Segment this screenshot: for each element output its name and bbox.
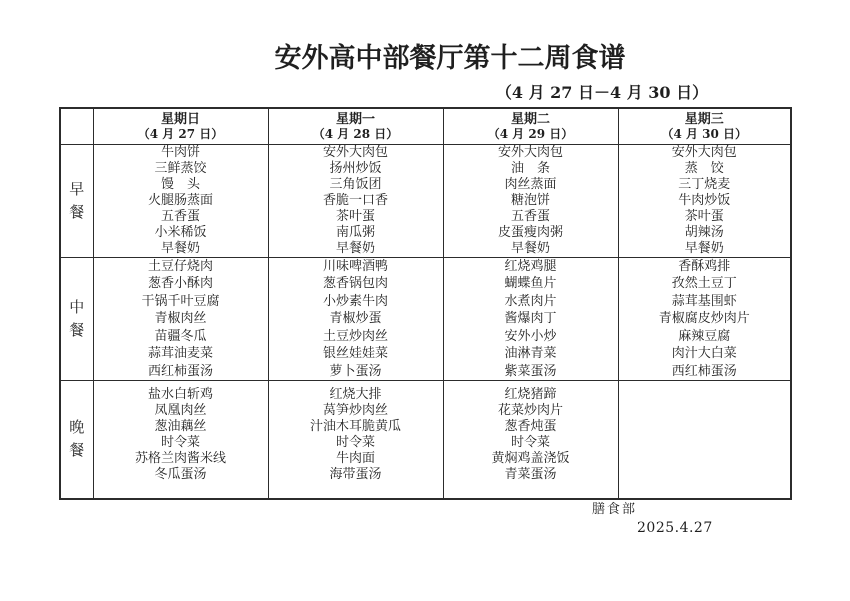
menu-item: 油淋青菜 [504,346,557,361]
menu-item: 黄焖鸡盖浇饭 [491,451,570,466]
menu-item: 汁油木耳脆黄瓜 [309,419,401,434]
menu-item: 花菜炒肉片 [497,403,563,418]
menu-item: 银丝娃娃菜 [322,346,388,361]
day-name: 星期日 [160,112,200,128]
menu-item: 安外大肉包 [671,144,737,160]
weekly-menu-table [59,107,792,500]
menu-item: 凤凰肉丝 [154,403,207,418]
menu-item: 小炒素牛肉 [322,293,388,309]
menu-item: 扬州炒饭 [329,160,382,176]
menu-item: 酱爆肉丁 [504,311,557,326]
menu-cell-dinner-sunday [93,381,268,499]
menu-item: 南瓜粥 [335,224,375,240]
menu-item: 青椒肉丝 [154,311,207,326]
menu-item: 茶叶蛋 [335,208,375,224]
menu-item: 安外大肉包 [322,144,388,160]
menu-item: 时令菜 [510,435,550,450]
meal-label-char: 餐 [69,441,85,460]
day-date: （4 月 30 日） [661,127,748,142]
menu-item: 三角饭团 [329,176,382,192]
menu-item: 葱香小酥肉 [147,276,213,291]
menu-item: 皮蛋瘦肉粥 [497,224,563,240]
menu-item: 水煮肉片 [504,293,557,309]
menu-cell-breakfast-tuesday [443,144,618,257]
menu-item: 三丁烧麦 [678,176,731,192]
footer-department: 膳食部 [592,502,638,517]
menu-cell-dinner-wednesday [618,381,791,499]
menu-item: 青椒腐皮炒肉片 [658,311,750,326]
menu-item: 火腿肠蒸面 [147,192,213,208]
corner-cell [60,108,93,144]
menu-item: 时令菜 [335,435,375,450]
menu-item: 蒜茸基围虾 [671,293,737,309]
menu-cell-lunch-monday [268,257,443,381]
menu-item: 萝卜蛋汤 [329,363,382,379]
menu-item: 油 条 [510,160,550,176]
footer-date: 2025.4.27 [637,520,713,536]
day-header-wednesday [618,108,791,144]
menu-item: 蒸 饺 [684,160,724,176]
page-title: 安外高中部餐厅第十二周食谱 [274,43,626,74]
menu-cell-lunch-wednesday [618,257,791,381]
meal-label-char: 早 [69,179,85,198]
meal-row-breakfast [60,144,791,257]
menu-item: 麻辣豆腐 [678,328,731,344]
meal-label-dinner [60,381,93,499]
menu-item: 川味啤酒鸭 [322,258,388,274]
footer [592,498,713,536]
day-date: （4 月 28 日） [312,127,399,142]
menu-item: 孜然土豆丁 [671,276,737,291]
menu-item: 糖泡饼 [510,192,550,208]
menu-item: 肉丝蒸面 [504,176,557,192]
menu-cell-lunch-tuesday [443,257,618,381]
menu-item: 五香蛋 [510,208,550,224]
menu-item: 五香蛋 [160,208,200,224]
meal-label-char: 晚 [69,418,85,437]
menu-item: 蝴蝶鱼片 [504,276,557,291]
day-name: 星期二 [510,112,550,128]
menu-item: 肉汁大白菜 [671,346,737,361]
menu-cell-dinner-monday [268,381,443,499]
menu-item: 安外大肉包 [497,144,563,160]
day-name: 星期一 [335,112,375,128]
meal-label-char: 中 [69,297,85,316]
menu-item: 葱香锅包肉 [322,276,388,291]
menu-item: 香酥鸡排 [678,258,731,274]
menu-item: 红烧猪蹄 [504,387,557,402]
date-range-subtitle: （4 月 27 日－4 月 30 日） [495,83,709,102]
menu-item: 牛肉面 [335,451,375,466]
meal-label-lunch [60,257,93,381]
meal-label-breakfast [60,144,93,257]
menu-item: 茶叶蛋 [684,208,724,224]
menu-item: 红烧大排 [329,387,382,402]
menu-item: 小米稀饭 [154,224,207,240]
menu-item: 西红柿蛋汤 [671,363,737,379]
table-header-row [60,108,791,144]
day-date: （4 月 29 日） [487,127,574,142]
menu-item: 三鲜蒸饺 [154,160,207,176]
meal-label-char: 餐 [69,320,85,339]
menu-item: 早餐奶 [510,240,550,256]
menu-item: 海带蛋汤 [329,467,382,482]
menu-item: 紫菜蛋汤 [504,363,557,379]
menu-item: 香脆一口香 [322,192,388,208]
menu-item: 早餐奶 [684,240,724,256]
menu-item: 冬瓜蛋汤 [154,467,207,482]
menu-item: 时令菜 [160,435,200,450]
menu-item: 蒜茸油麦菜 [147,346,213,361]
menu-item: 干锅千叶豆腐 [141,293,220,309]
menu-cell-breakfast-wednesday [618,144,791,257]
menu-item: 西红柿蛋汤 [147,363,213,379]
menu-item: 葱香炖蛋 [504,419,557,434]
menu-item: 安外小炒 [504,328,557,344]
menu-cell-breakfast-sunday [93,144,268,257]
day-header-monday [268,108,443,144]
meal-label-char: 餐 [69,202,85,221]
menu-item: 牛肉饼 [160,144,200,160]
menu-item: 苏格兰肉酱米线 [134,451,226,466]
menu-item: 土豆炒肉丝 [322,328,388,344]
menu-item: 牛肉炒饭 [678,192,731,208]
menu-item: 苗疆冬瓜 [154,328,207,344]
menu-item: 青椒炒蛋 [329,311,382,326]
menu-cell-lunch-sunday [93,257,268,381]
menu-item: 早餐奶 [335,240,375,256]
menu-item: 莴笋炒肉丝 [322,403,388,418]
menu-item: 胡辣汤 [684,224,724,240]
meal-row-lunch [60,257,791,381]
menu-item: 红烧鸡腿 [504,258,557,274]
day-header-tuesday [443,108,618,144]
menu-item: 盐水白斩鸡 [147,387,213,402]
menu-item: 土豆仔烧肉 [147,258,213,274]
day-header-sunday [93,108,268,144]
menu-item: 葱油藕丝 [154,419,207,434]
meal-row-dinner [60,381,791,499]
day-name: 星期三 [684,112,724,128]
menu-item: 青菜蛋汤 [504,467,557,482]
menu-cell-breakfast-monday [268,144,443,257]
menu-cell-dinner-tuesday [443,381,618,499]
day-date: （4 月 27 日） [137,127,224,142]
menu-item: 早餐奶 [160,240,200,256]
menu-item: 馒 头 [160,176,200,192]
